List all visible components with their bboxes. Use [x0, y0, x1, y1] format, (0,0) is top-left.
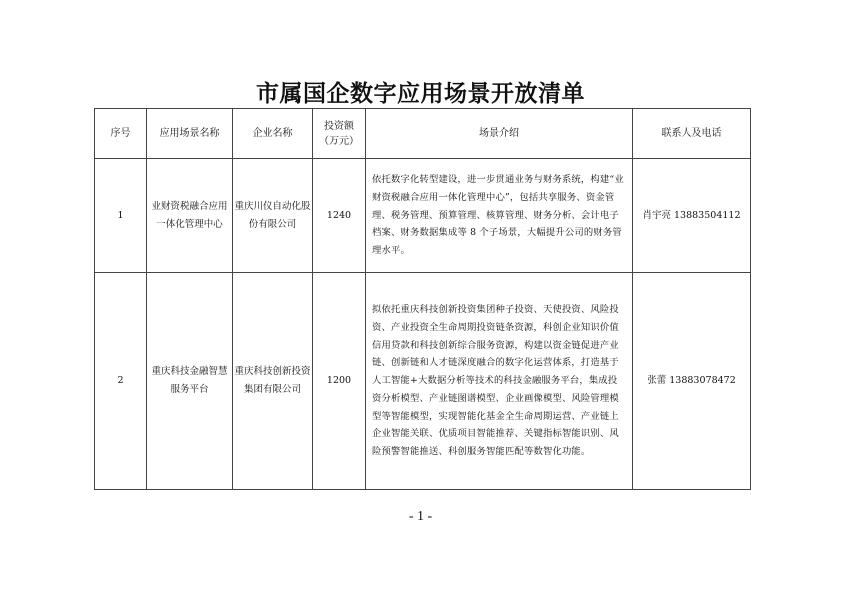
- scene-table: [94, 108, 751, 490]
- header-no: 序号: [95, 109, 147, 159]
- table-header-row: [95, 109, 751, 159]
- cell-investment: 1200: [313, 273, 366, 490]
- header-intro: 场景介绍: [366, 109, 633, 159]
- cell-company: 重庆川仪自动化股份有限公司: [233, 159, 313, 273]
- table-row: [95, 159, 751, 273]
- header-company: 企业名称: [233, 109, 313, 159]
- cell-no: 2: [95, 273, 147, 490]
- cell-intro: 拟依托重庆科技创新投资集团种子投资、天使投资、风险投资、产业投资全生命周期投资链条资源，科创企业知识价值信用贷款和科技创新综合服务资源，构建以资金链促进产业链、创新链和人才链深度融合的数字化运营体系，打造基于人工智能+大数据分析等技术的科技金融服务平台，集成投资分析模型、产业链图谱模型、企业画像模型、风险管理模型等智能模型，实现智能化基金全生命周期运营、产业链上企业智能关联、优质项目智能推荐、关键指标智能识别、风险预警智能推送、科创服务智能匹配等数智化功能。: [366, 273, 633, 490]
- header-scene-name: 应用场景名称: [147, 109, 233, 159]
- cell-contact: 张蕾 13883078472: [633, 273, 751, 490]
- header-investment: [313, 109, 366, 159]
- cell-scene-name: 重庆科技金融智慧服务平台: [147, 273, 233, 490]
- cell-scene-name: 业财资税融合应用一体化管理中心: [147, 159, 233, 273]
- cell-investment: 1240: [313, 159, 366, 273]
- document-title: 市属国企数字应用场景开放清单: [256, 81, 585, 107]
- header-contact: 联系人及电话: [633, 109, 751, 159]
- cell-contact: 肖宇亮 13883504112: [633, 159, 751, 273]
- table-row: [95, 273, 751, 490]
- page-number: - 1 -: [408, 509, 433, 524]
- cell-intro: 依托数字化转型建设，进一步贯通业务与财务系统，构建“业财资税融合应用一体化管理中心”，包括共享服务、资金管理、税务管理、预算管理、核算管理、财务分析、会计电子档案、财务数据集成等 8 个子场景，大幅提升公司的财务管理水平。: [366, 159, 633, 273]
- cell-company: 重庆科技创新投资集团有限公司: [233, 273, 313, 490]
- cell-no: 1: [95, 159, 147, 273]
- header-investment-line1: 投资额: [324, 120, 354, 132]
- header-investment-line2: （万元）: [319, 135, 359, 147]
